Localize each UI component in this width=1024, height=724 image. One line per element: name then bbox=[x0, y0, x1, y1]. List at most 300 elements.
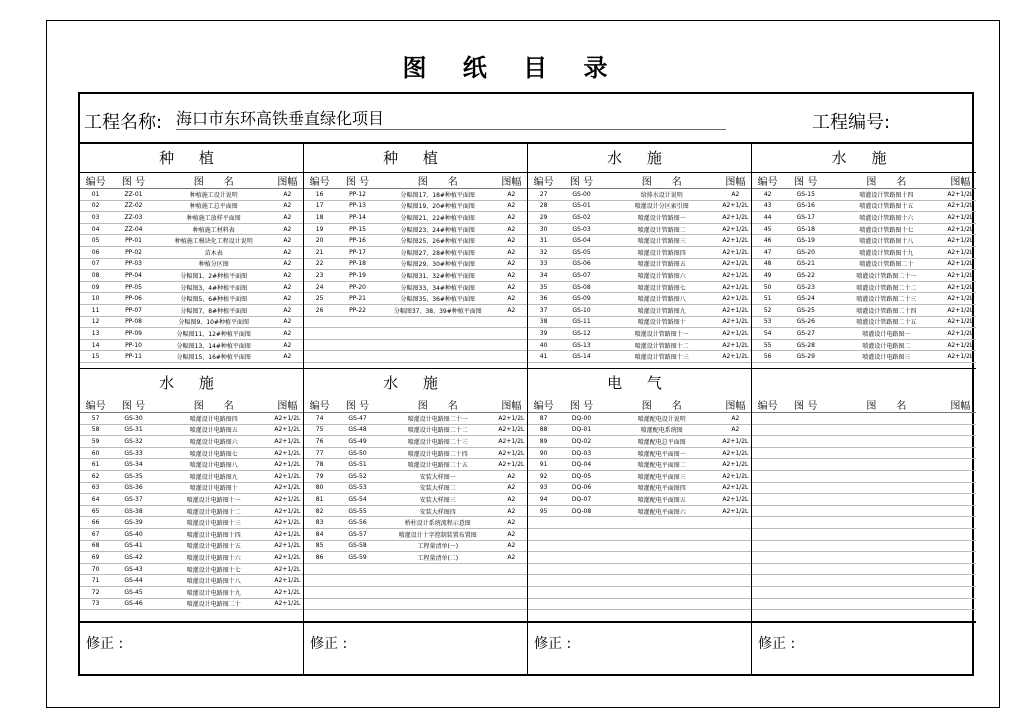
row-no: 41 bbox=[528, 351, 559, 363]
row-no: 67 bbox=[80, 528, 111, 540]
row-no: 60 bbox=[80, 447, 111, 459]
row-name: 种植施工模块化工程设计说明 bbox=[156, 235, 272, 247]
row-no: 68 bbox=[80, 540, 111, 552]
row-name: 种植施工材料表 bbox=[156, 223, 272, 235]
table-row bbox=[304, 328, 527, 340]
row-no bbox=[528, 540, 559, 552]
row-name: 喷灌设计电路图二 bbox=[828, 339, 944, 351]
row-code: GS-32 bbox=[111, 436, 156, 448]
row-code: GS-27 bbox=[783, 328, 828, 340]
row-name: 安装大样图二 bbox=[380, 482, 496, 494]
row-no: 03 bbox=[80, 212, 111, 224]
row-code bbox=[559, 563, 604, 575]
row-size bbox=[720, 517, 751, 529]
row-no: 10 bbox=[80, 293, 111, 305]
catalog-panel bbox=[528, 369, 752, 622]
row-no: 62 bbox=[80, 470, 111, 482]
row-size: A2 bbox=[496, 494, 527, 506]
row-no: 89 bbox=[528, 436, 559, 448]
row-size bbox=[720, 586, 751, 598]
row-size: A2+1/2L bbox=[272, 598, 303, 610]
row-no: 53 bbox=[752, 316, 783, 328]
row-no: 83 bbox=[304, 517, 335, 529]
row-no: 09 bbox=[80, 281, 111, 293]
row-no: 49 bbox=[752, 270, 783, 282]
row-no: 02 bbox=[80, 200, 111, 212]
table-row bbox=[752, 258, 976, 270]
row-code: GS-26 bbox=[783, 316, 828, 328]
row-code: GS-12 bbox=[559, 328, 604, 340]
row-size: A2+1/2L bbox=[720, 293, 751, 305]
row-code: PP-04 bbox=[111, 270, 156, 282]
row-no: 38 bbox=[528, 316, 559, 328]
table-row bbox=[752, 482, 976, 494]
row-name: 喷灌设计管路图二十三 bbox=[828, 293, 944, 305]
row-no: 06 bbox=[80, 246, 111, 258]
row-size: A2 bbox=[272, 281, 303, 293]
row-no: 95 bbox=[528, 505, 559, 517]
row-size: A2 bbox=[496, 517, 527, 529]
row-name: 喷灌设计电路图二十三 bbox=[380, 436, 496, 448]
row-size bbox=[496, 328, 527, 340]
row-no bbox=[752, 482, 783, 494]
row-size: A2 bbox=[496, 528, 527, 540]
row-no: 19 bbox=[304, 223, 335, 235]
row-code: GS-08 bbox=[559, 281, 604, 293]
row-name: 种植施工设计说明 bbox=[156, 189, 272, 201]
row-name: 喷灌设计电路图二十二 bbox=[380, 424, 496, 436]
row-code: GS-40 bbox=[111, 528, 156, 540]
row-name bbox=[604, 552, 720, 564]
row-no: 82 bbox=[304, 505, 335, 517]
row-size: A2 bbox=[496, 235, 527, 247]
row-size bbox=[945, 424, 976, 436]
table-row bbox=[80, 281, 303, 293]
table-row bbox=[304, 494, 527, 506]
row-code bbox=[783, 424, 828, 436]
row-code: GS-09 bbox=[559, 293, 604, 305]
column-header-code: 图 号 bbox=[783, 173, 828, 189]
row-name bbox=[828, 528, 944, 540]
row-no: 31 bbox=[528, 235, 559, 247]
row-code: PP-10 bbox=[111, 339, 156, 351]
table-row bbox=[528, 189, 751, 201]
row-name: 种植施工总平面图 bbox=[156, 200, 272, 212]
row-name bbox=[604, 586, 720, 598]
panel-heading: 种 植 bbox=[304, 144, 527, 173]
row-size: A2 bbox=[272, 339, 303, 351]
table-row bbox=[304, 316, 527, 328]
row-code: PP-09 bbox=[111, 328, 156, 340]
column-header-size: 图幅 bbox=[720, 173, 751, 189]
column-header-name: 图 名 bbox=[828, 397, 944, 413]
row-no: 70 bbox=[80, 563, 111, 575]
row-no: 32 bbox=[528, 246, 559, 258]
row-code bbox=[335, 339, 380, 351]
row-name: 喷灌设计电路图二十 bbox=[156, 598, 272, 610]
row-no: 80 bbox=[304, 482, 335, 494]
column-header-size: 图幅 bbox=[272, 397, 303, 413]
table-row bbox=[304, 528, 527, 540]
table-row bbox=[304, 235, 527, 247]
row-no: 55 bbox=[752, 339, 783, 351]
row-size: A2 bbox=[496, 212, 527, 224]
row-size: A2+1/2L bbox=[945, 270, 976, 282]
row-size: A2 bbox=[496, 281, 527, 293]
row-code: GS-39 bbox=[111, 517, 156, 529]
row-no bbox=[752, 413, 783, 425]
drawing-list-table bbox=[80, 173, 303, 363]
table-row bbox=[752, 470, 976, 482]
row-code bbox=[783, 482, 828, 494]
row-name: 分幅图37、38、39#种植平面图 bbox=[380, 304, 496, 316]
table-row bbox=[752, 552, 976, 564]
panel-heading: 水 施 bbox=[159, 374, 224, 392]
row-name: 喷灌设计电路图二十一 bbox=[380, 413, 496, 425]
row-no: 01 bbox=[80, 189, 111, 201]
row-name: 喷灌设计电路图二十五 bbox=[380, 459, 496, 471]
row-name: 喷灌配电设计说明 bbox=[604, 413, 720, 425]
row-code bbox=[559, 586, 604, 598]
row-code: GS-37 bbox=[111, 494, 156, 506]
row-name: 分幅图11、12#种植平面图 bbox=[156, 328, 272, 340]
table-row bbox=[304, 270, 527, 282]
table-row bbox=[80, 351, 303, 363]
table-row bbox=[304, 212, 527, 224]
column-header-code: 图 号 bbox=[559, 397, 604, 413]
row-code: DQ-00 bbox=[559, 413, 604, 425]
row-code: GS-17 bbox=[783, 212, 828, 224]
table-row bbox=[80, 212, 303, 224]
row-size: A2+1/2L bbox=[272, 436, 303, 448]
table-row bbox=[528, 316, 751, 328]
table-row bbox=[304, 351, 527, 363]
row-no bbox=[752, 598, 783, 610]
row-code bbox=[335, 563, 380, 575]
table-row bbox=[528, 552, 751, 564]
table-row bbox=[528, 470, 751, 482]
table-row bbox=[752, 293, 976, 305]
row-size bbox=[496, 598, 527, 610]
table-row bbox=[752, 575, 976, 587]
row-size: A2+1/2L bbox=[945, 351, 976, 363]
table-row bbox=[752, 270, 976, 282]
row-size bbox=[945, 447, 976, 459]
table-row bbox=[80, 270, 303, 282]
column-header-no: 编号 bbox=[304, 173, 335, 189]
row-size: A2 bbox=[496, 482, 527, 494]
row-no: 07 bbox=[80, 258, 111, 270]
row-code: GS-35 bbox=[111, 470, 156, 482]
row-name: 给排水设计说明 bbox=[604, 189, 720, 201]
row-code: GS-13 bbox=[559, 339, 604, 351]
row-no: 91 bbox=[528, 459, 559, 471]
table-row bbox=[752, 212, 976, 224]
row-code bbox=[335, 598, 380, 610]
row-name bbox=[828, 540, 944, 552]
row-code: GS-47 bbox=[335, 413, 380, 425]
table-row bbox=[80, 517, 303, 529]
table-row bbox=[528, 351, 751, 363]
catalog-panel bbox=[752, 369, 976, 622]
row-name: 喷灌设计电路图十二 bbox=[156, 505, 272, 517]
row-no bbox=[752, 470, 783, 482]
row-name: 喷灌设计电路图七 bbox=[156, 447, 272, 459]
row-name: 喷灌设计管路图十 bbox=[604, 316, 720, 328]
row-size: A2+1/2L bbox=[496, 459, 527, 471]
row-name: 分幅图7、8#种植平面图 bbox=[156, 304, 272, 316]
project-name: 海口市东环高铁垂直绿化项目 bbox=[176, 106, 726, 130]
row-size bbox=[720, 575, 751, 587]
row-code: PP-13 bbox=[335, 200, 380, 212]
row-no: 57 bbox=[80, 413, 111, 425]
row-code: PP-01 bbox=[111, 235, 156, 247]
row-no: 20 bbox=[304, 235, 335, 247]
row-no: 39 bbox=[528, 328, 559, 340]
row-size: A2+1/2L bbox=[945, 212, 976, 224]
revision-cell bbox=[304, 622, 528, 676]
table-row bbox=[304, 552, 527, 564]
row-name: 喷灌配电平面图二 bbox=[604, 459, 720, 471]
project-name-label: 工程名称: bbox=[84, 112, 163, 133]
row-no: 48 bbox=[752, 258, 783, 270]
table-row bbox=[752, 246, 976, 258]
column-header-name: 图 名 bbox=[156, 173, 272, 189]
row-code: DQ-01 bbox=[559, 424, 604, 436]
table-row bbox=[304, 223, 527, 235]
row-code: GS-01 bbox=[559, 200, 604, 212]
row-name: 喷灌设计管路图十四 bbox=[828, 189, 944, 201]
row-size bbox=[945, 436, 976, 448]
row-code: GS-59 bbox=[335, 552, 380, 564]
row-size bbox=[496, 339, 527, 351]
row-name: 分幅图9、10#种植平面图 bbox=[156, 316, 272, 328]
row-size: A2+1/2L bbox=[720, 436, 751, 448]
row-name bbox=[604, 598, 720, 610]
row-name: 喷灌设计电路图十八 bbox=[156, 575, 272, 587]
row-size: A2+1/2L bbox=[945, 281, 976, 293]
panel-heading: 水 施 bbox=[752, 144, 976, 173]
project-header bbox=[80, 94, 972, 144]
row-name bbox=[828, 424, 944, 436]
row-no: 11 bbox=[80, 304, 111, 316]
row-code: PP-07 bbox=[111, 304, 156, 316]
row-name: 分幅图27、28#种植平面图 bbox=[380, 246, 496, 258]
table-row bbox=[304, 575, 527, 587]
row-name bbox=[828, 598, 944, 610]
row-code: GS-02 bbox=[559, 212, 604, 224]
row-name bbox=[828, 586, 944, 598]
row-name: 喷灌设计管路图二十一 bbox=[828, 270, 944, 282]
table-row bbox=[80, 505, 303, 517]
row-no bbox=[304, 575, 335, 587]
table-row bbox=[528, 540, 751, 552]
column-header-code: 图 号 bbox=[111, 173, 156, 189]
row-no: 14 bbox=[80, 339, 111, 351]
row-code: GS-45 bbox=[111, 586, 156, 598]
row-name: 喷灌设计管路图九 bbox=[604, 304, 720, 316]
row-name: 喷灌配电平面图三 bbox=[604, 470, 720, 482]
row-code: ZZ-03 bbox=[111, 212, 156, 224]
row-code bbox=[783, 586, 828, 598]
row-code: GS-50 bbox=[335, 447, 380, 459]
table-row bbox=[80, 235, 303, 247]
column-header-code: 图 号 bbox=[111, 397, 156, 413]
row-name: 喷灌设计电路图一 bbox=[828, 328, 944, 340]
table-row bbox=[528, 575, 751, 587]
row-size: A2+1/2L bbox=[272, 575, 303, 587]
row-code bbox=[783, 575, 828, 587]
row-no: 45 bbox=[752, 223, 783, 235]
table-row bbox=[304, 424, 527, 436]
row-code: DQ-08 bbox=[559, 505, 604, 517]
column-header-name: 图 名 bbox=[604, 397, 720, 413]
row-code: GS-11 bbox=[559, 316, 604, 328]
row-no bbox=[304, 339, 335, 351]
row-name: 种植分区图 bbox=[156, 258, 272, 270]
table-row bbox=[80, 494, 303, 506]
row-no: 28 bbox=[528, 200, 559, 212]
table-row bbox=[304, 447, 527, 459]
row-code bbox=[335, 586, 380, 598]
row-no: 25 bbox=[304, 293, 335, 305]
row-size: A2 bbox=[496, 470, 527, 482]
row-size: A2+1/2L bbox=[720, 304, 751, 316]
row-size: A2+1/2L bbox=[945, 258, 976, 270]
row-name: 分幅图33、34#种植平面图 bbox=[380, 281, 496, 293]
row-no: 64 bbox=[80, 494, 111, 506]
revision-cell bbox=[528, 622, 752, 676]
table-row bbox=[80, 328, 303, 340]
table-row bbox=[304, 281, 527, 293]
row-name: 工程量清单(二) bbox=[380, 552, 496, 564]
row-code: GS-06 bbox=[559, 258, 604, 270]
row-size bbox=[945, 528, 976, 540]
row-code bbox=[559, 517, 604, 529]
row-code bbox=[783, 505, 828, 517]
table-row bbox=[752, 339, 976, 351]
row-code: DQ-05 bbox=[559, 470, 604, 482]
row-size: A2+1/2L bbox=[720, 212, 751, 224]
row-name bbox=[828, 552, 944, 564]
table-row bbox=[752, 517, 976, 529]
table-row bbox=[528, 246, 751, 258]
row-no bbox=[752, 575, 783, 587]
row-size: A2+1/2L bbox=[720, 235, 751, 247]
row-code: GS-41 bbox=[111, 540, 156, 552]
row-size bbox=[945, 505, 976, 517]
revision-label: 修正 : bbox=[86, 636, 124, 652]
row-code: ZZ-04 bbox=[111, 223, 156, 235]
table-row bbox=[752, 494, 976, 506]
row-code: GS-18 bbox=[783, 223, 828, 235]
row-code: GS-16 bbox=[783, 200, 828, 212]
row-no: 56 bbox=[752, 351, 783, 363]
table-row bbox=[752, 598, 976, 610]
row-code bbox=[783, 413, 828, 425]
row-name: 分幅图29、30#种植平面图 bbox=[380, 258, 496, 270]
row-no bbox=[304, 563, 335, 575]
row-size: A2+1/2L bbox=[272, 563, 303, 575]
table-row bbox=[528, 293, 751, 305]
row-size bbox=[496, 575, 527, 587]
project-number-label: 工程编号: bbox=[812, 112, 891, 133]
row-no: 54 bbox=[752, 328, 783, 340]
row-size bbox=[720, 552, 751, 564]
table-row bbox=[304, 304, 527, 316]
row-no bbox=[528, 517, 559, 529]
row-size: A2+1/2L bbox=[720, 246, 751, 258]
row-no bbox=[304, 328, 335, 340]
row-no: 40 bbox=[528, 339, 559, 351]
row-name: 分幅图17、18#种植平面图 bbox=[380, 189, 496, 201]
row-code: GS-15 bbox=[783, 189, 828, 201]
row-code: GS-52 bbox=[335, 470, 380, 482]
row-size: A2+1/2L bbox=[945, 328, 976, 340]
row-no bbox=[752, 528, 783, 540]
row-name bbox=[604, 517, 720, 529]
row-name bbox=[380, 351, 496, 363]
table-row bbox=[304, 413, 527, 425]
row-size: A2+1/2L bbox=[496, 424, 527, 436]
table-row bbox=[80, 552, 303, 564]
row-code bbox=[783, 436, 828, 448]
row-code: GS-51 bbox=[335, 459, 380, 471]
table-row bbox=[528, 459, 751, 471]
row-name: 喷灌设计电路图三 bbox=[828, 351, 944, 363]
table-row bbox=[528, 328, 751, 340]
table-row bbox=[528, 563, 751, 575]
row-name: 桥柱设计系统流程示意图 bbox=[380, 517, 496, 529]
row-size: A2 bbox=[272, 328, 303, 340]
row-code: GS-14 bbox=[559, 351, 604, 363]
table-row bbox=[528, 200, 751, 212]
row-name bbox=[828, 563, 944, 575]
table-row bbox=[80, 424, 303, 436]
table-row bbox=[80, 258, 303, 270]
row-no: 12 bbox=[80, 316, 111, 328]
row-code: GS-43 bbox=[111, 563, 156, 575]
row-size: A2+1/2L bbox=[720, 505, 751, 517]
table-row bbox=[304, 517, 527, 529]
row-size: A2+1/2L bbox=[272, 528, 303, 540]
row-size: A2+1/2L bbox=[272, 494, 303, 506]
row-code bbox=[559, 552, 604, 564]
row-size: A2 bbox=[272, 246, 303, 258]
row-name: 喷灌设计十字控制装置布置图 bbox=[380, 528, 496, 540]
row-name: 安装大样图四 bbox=[380, 505, 496, 517]
row-code bbox=[335, 575, 380, 587]
row-no: 59 bbox=[80, 436, 111, 448]
row-no: 36 bbox=[528, 293, 559, 305]
table-row bbox=[80, 470, 303, 482]
row-code: GS-03 bbox=[559, 223, 604, 235]
column-header-name: 图 名 bbox=[828, 173, 944, 189]
table-row bbox=[528, 235, 751, 247]
row-code: DQ-04 bbox=[559, 459, 604, 471]
row-name: 喷灌设计电路图十三 bbox=[156, 517, 272, 529]
row-name: 喷灌配电平面图一 bbox=[604, 447, 720, 459]
table-row bbox=[528, 281, 751, 293]
table-row bbox=[304, 482, 527, 494]
row-name: 喷灌设计管路图五 bbox=[604, 258, 720, 270]
row-no bbox=[752, 586, 783, 598]
row-name: 喷灌设计管路图一 bbox=[604, 212, 720, 224]
row-size: A2 bbox=[496, 304, 527, 316]
row-size: A2 bbox=[496, 189, 527, 201]
row-size: A2 bbox=[496, 540, 527, 552]
column-header-size: 图幅 bbox=[945, 397, 976, 413]
